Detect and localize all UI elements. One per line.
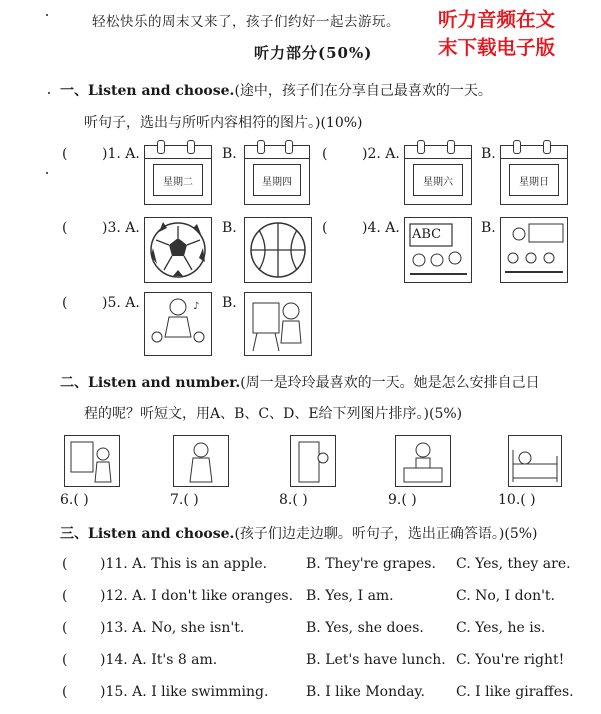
- ring-icon: [285, 140, 293, 154]
- abc-text: ABC: [412, 227, 442, 242]
- q1-paren: (: [62, 146, 68, 162]
- painting-icon: [245, 293, 311, 355]
- q3-option-a[interactable]: [144, 217, 212, 283]
- blank-10[interactable]: 10.( ): [498, 492, 536, 508]
- q1-option-a-calendar[interactable]: [144, 145, 212, 205]
- q1-option-b-calendar[interactable]: [244, 145, 310, 205]
- q15-paren: (: [62, 684, 68, 700]
- girl-standing-icon: [174, 436, 228, 486]
- picture-6: [64, 435, 120, 487]
- intro-text: 轻松快乐的周末又来了，孩子们约好一起去游玩。: [92, 14, 400, 30]
- ring-icon: [257, 140, 265, 154]
- ring-icon: [513, 140, 521, 154]
- picture-10: [508, 435, 562, 487]
- part-title: 听力部分(50%): [254, 44, 373, 62]
- q14-option-b[interactable]: B. Let's have lunch.: [306, 652, 446, 668]
- ring-icon: [187, 140, 195, 154]
- blank-9[interactable]: 9.( ): [388, 492, 417, 508]
- calendar-label: 星期日: [509, 164, 559, 196]
- section1-sub: 听句子，选出与所听内容相符的图片。)(10%): [84, 115, 363, 131]
- q5-label: )5. A.: [102, 295, 140, 311]
- q2-label: )2. A.: [362, 146, 400, 162]
- picture-8: [290, 435, 336, 487]
- q2-b-label: B.: [481, 146, 496, 162]
- q1-label: )1. A.: [102, 146, 140, 162]
- q3-option-b[interactable]: [244, 217, 312, 283]
- q3-b-label: B.: [222, 220, 237, 236]
- q14-option-c[interactable]: C. You're right!: [456, 652, 565, 668]
- ring-icon: [157, 140, 165, 154]
- basketball-icon: [245, 218, 311, 282]
- picture-7: [173, 435, 229, 487]
- q15-option-a[interactable]: )15. A. I like swimming.: [100, 684, 269, 700]
- section2-desc: (周一是玲玲最喜欢的一天。她是怎么安排自己日: [240, 375, 540, 391]
- section2-sub: 程的呢？听短文，用A、B、C、D、E给下列图片排序。)(5%): [84, 406, 463, 422]
- q5-paren: (: [62, 295, 68, 311]
- blank-6[interactable]: 6.( ): [60, 492, 89, 508]
- calendar-label: 星期四: [253, 164, 301, 196]
- music-teacher-icon: [145, 293, 211, 355]
- q3-paren: (: [62, 220, 68, 236]
- q12-paren: (: [62, 588, 68, 604]
- q13-option-b[interactable]: B. Yes, she does.: [306, 620, 424, 636]
- margin-dot: [46, 14, 48, 16]
- q2-option-a-calendar[interactable]: [404, 145, 472, 205]
- q2-paren: (: [322, 146, 328, 162]
- promo-line-2: 末下载电子版: [438, 36, 556, 59]
- q4-option-a-classroom[interactable]: [404, 217, 472, 283]
- svg-text:♪: ♪: [193, 301, 200, 312]
- ring-icon: [417, 140, 425, 154]
- q1-b-label: B.: [222, 146, 237, 162]
- margin-dot: [46, 172, 48, 174]
- q13-option-c[interactable]: C. Yes, he is.: [456, 620, 546, 636]
- child-at-window-icon: [65, 436, 119, 486]
- promo-line-1: 听力音频在文: [438, 8, 556, 31]
- section2-title: 二、Listen and number.: [60, 375, 241, 391]
- picture-9: [395, 435, 451, 487]
- q4-paren: (: [322, 220, 328, 236]
- ring-icon: [543, 140, 551, 154]
- q11-option-a[interactable]: )11. A. This is an apple.: [100, 556, 268, 572]
- q3-label: )3. A.: [102, 220, 140, 236]
- girl-at-desk-icon: [396, 436, 450, 486]
- q15-option-b[interactable]: B. I like Monday.: [306, 684, 425, 700]
- q14-paren: (: [62, 652, 68, 668]
- q12-option-b[interactable]: B. Yes, I am.: [306, 588, 394, 604]
- q2-option-b-calendar[interactable]: [500, 145, 568, 205]
- ring-icon: [447, 140, 455, 154]
- bed-icon: [509, 436, 561, 486]
- margin-dot: [48, 92, 50, 94]
- soccer-ball-icon: [145, 218, 211, 282]
- section3-heading: [60, 523, 538, 543]
- blank-7[interactable]: 7.( ): [170, 492, 199, 508]
- q13-paren: (: [62, 620, 68, 636]
- q5-b-label: B.: [222, 295, 237, 311]
- calendar-label: 星期六: [413, 164, 463, 196]
- students-icon: [501, 218, 567, 282]
- q14-option-a[interactable]: )14. A. It's 8 am.: [100, 652, 218, 668]
- section3-desc: (孩子们边走边聊。听句子，选出正确答语。)(5%): [234, 526, 538, 542]
- section3-title: 三、Listen and choose.: [60, 526, 235, 542]
- q11-paren: (: [62, 556, 68, 572]
- q11-option-c[interactable]: C. Yes, they are.: [456, 556, 571, 572]
- q12-option-a[interactable]: )12. A. I don't like oranges.: [100, 588, 294, 604]
- q4-b-label: B.: [481, 220, 496, 236]
- q4-option-b-classroom[interactable]: [500, 217, 568, 283]
- q11-option-b[interactable]: B. They're grapes.: [306, 556, 436, 572]
- section1-desc: (途中，孩子们在分享自己最喜欢的一天。: [234, 83, 492, 99]
- section1-title: 一、Listen and choose.: [60, 83, 235, 99]
- door-icon: [291, 436, 335, 486]
- q5-option-a-singing[interactable]: [144, 292, 212, 356]
- section1-heading: [60, 80, 492, 100]
- q5-option-b-painting[interactable]: [244, 292, 312, 356]
- q12-option-c[interactable]: C. No, I don't.: [456, 588, 556, 604]
- promo-banner: [438, 6, 598, 62]
- q13-option-a[interactable]: )13. A. No, she isn't.: [100, 620, 245, 636]
- blank-8[interactable]: 8.( ): [279, 492, 308, 508]
- section2-heading: [60, 372, 540, 392]
- q4-label: )4. A.: [362, 220, 400, 236]
- calendar-label: 星期二: [153, 164, 203, 196]
- q15-option-c[interactable]: C. I like giraffes.: [456, 684, 574, 700]
